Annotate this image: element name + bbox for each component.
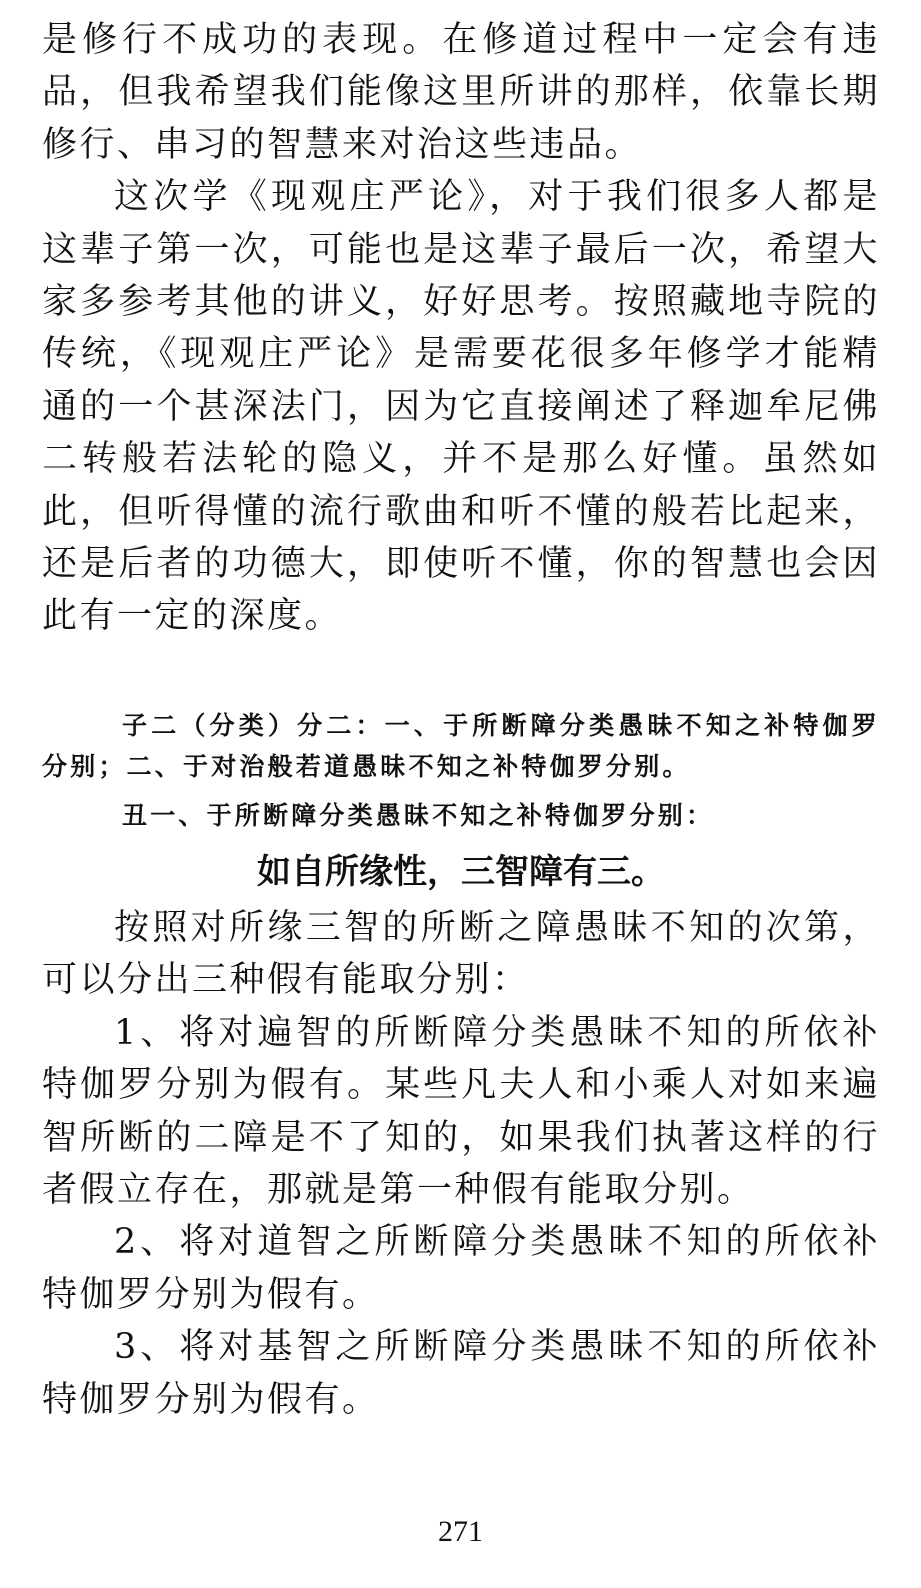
outline-heading-classification: 子二（分类）分二：一、于所断障分类愚昧不知之补特伽罗分别；二、于对治般若道愚昧不知之补特伽罗分别。 bbox=[42, 710, 880, 781]
page-number: 271 bbox=[438, 1515, 483, 1548]
paragraph-item-2: 2、将对道智之所断障分类愚昧不知的所依补特伽罗分别为假有。 bbox=[42, 1222, 880, 1315]
outline-heading-subsection: 丑一、于所断障分类愚昧不知之补特伽罗分别： bbox=[122, 800, 715, 830]
root-verse: 如自所缘性，三智障有三。 bbox=[257, 851, 665, 892]
paragraph-study-note: 这次学《现观庄严论》，对于我们很多人都是这辈子第一次，可能也是这辈子最后一次，希望大家多参考其他的讲义，好好思考。按照藏地寺院的传统，《现观庄严论》是需要花很多年修学才能精通的一个甚深法门，因为它直接阐述了释迦牟尼佛二转般若法轮的隐义，并不是那么好懂。虽然如此，但听得懂的流行歌曲和听不懂的般若比起来，还是后者的功德大，即使听不懂，你的智慧也会因此有一定的深度。 bbox=[42, 177, 880, 637]
paragraph-intro: 按照对所缘三智的所断之障愚昧不知的次第，可以分出三种假有能取分别： bbox=[42, 907, 880, 1001]
paragraph-item-3: 3、将对基智之所断障分类愚昧不知的所依补特伽罗分别为假有。 bbox=[42, 1327, 880, 1420]
paragraph-continuation: 是修行不成功的表现。在修道过程中一定会有违品，但我希望我们能像这里所讲的那样，依靠长期修行、串习的智慧来对治这些违品。 bbox=[42, 20, 880, 165]
paragraph-item-1: 1、将对遍智的所断障分类愚昧不知的所依补特伽罗分别为假有。某些凡夫人和小乘人对如来遍智所断的二障是不了知的，如果我们执著这样的行者假立存在，那就是第一种假有能取分别。 bbox=[42, 1012, 880, 1210]
page-body bbox=[42, 14, 880, 1426]
